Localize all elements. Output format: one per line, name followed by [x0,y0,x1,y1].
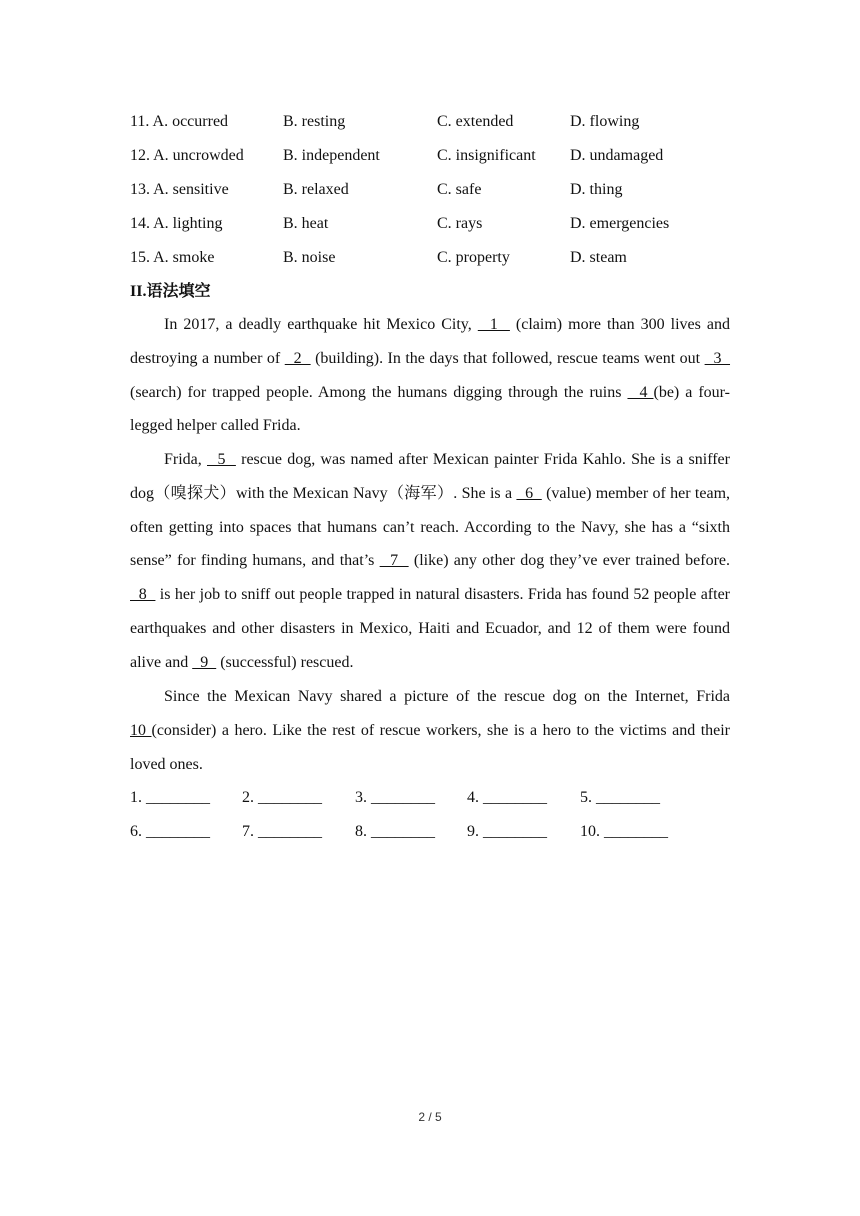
blank-9: 9 [192,653,217,671]
passage-text: (value) member of her team, often getting into spaces that humans can’t reach. According to the Navy, she has a “sixth sense” for finding humans, and that’s [130,484,731,570]
option-a: 15. A. smoke [130,249,215,266]
passage-text: rescue dog, was named after Mexican painter Frida Kahlo. She is a sniffer dog（嗅探犬）with the Mexican Navy（海军）. She is a [130,451,730,502]
option-c: C. safe [437,181,482,198]
blank-5: 5 [207,451,236,468]
blank-7: 7 [379,552,409,570]
page-number: 2 / 5 [418,1110,442,1124]
blank-3: 3 [704,349,731,367]
option-a: 12. A. uncrowded [130,147,244,164]
option-b: B. heat [283,215,329,232]
option-d: D. flowing [570,113,640,130]
passage-text: (claim) more than 300 lives and destroying a number of [130,316,731,367]
option-d: D. undamaged [570,147,664,164]
answer-blank: 4. ________ [467,789,547,806]
option-c: C. insignificant [437,147,536,164]
answer-blank: 3. ________ [355,789,435,806]
blank-10: 10 [130,721,152,739]
answer-blank: 10. ________ [580,823,668,840]
blank-4: 4 [627,383,654,401]
answer-blank: 6. ________ [130,823,210,840]
passage-text: (consider) a hero. Like the rest of rescue workers, she is a hero to the victims and their loved ones. [130,721,731,773]
option-b: B. resting [283,113,346,130]
passage-text: In 2017, a deadly earthquake hit Mexico City, [164,316,478,333]
passage-text: Frida, [164,451,207,468]
passage-text: (be) a four-legged helper called Frida. [130,383,731,435]
passage-text: is her job to sniff out people trapped in natural disasters. Frida has found 52 people after earthquakes and other disasters in Mexico, Haiti and Ecuador, and 12 of them were found alive and [130,586,730,671]
option-b: B. noise [283,249,336,266]
option-b: B. relaxed [283,181,349,198]
passage-paragraph-3 [130,680,730,781]
passage-text: Since the Mexican Navy shared a picture of the rescue dog on the Internet, Frida [164,688,730,705]
answer-blank: 9. ________ [467,823,547,840]
answer-blank: 1. ________ [130,789,210,806]
blank-6: 6 [516,484,542,502]
answer-blank: 8. ________ [355,823,435,840]
answer-blank: 7. ________ [242,823,322,840]
answer-blank: 5. ________ [580,789,660,806]
answer-blank: 2. ________ [242,789,322,806]
option-d: D. emergencies [570,215,670,232]
blank-8: 8 [130,586,156,604]
option-a: 13. A. sensitive [130,181,229,198]
blank-1: 1 [477,316,510,333]
passage-text: (building). In the days that followed, rescue teams went out [310,349,705,367]
option-a: 14. A. lighting [130,215,223,232]
blank-2: 2 [284,349,311,367]
passage-text: (search) for trapped people. Among the humans digging through the ruins [130,383,628,401]
option-c: C. property [437,249,510,266]
passage-text: (like) any other dog they’ve ever trained before. [408,552,730,570]
passage-text: (successful) rescued. [216,653,354,671]
option-b: B. independent [283,147,380,164]
option-c: C. extended [437,113,514,130]
passage-paragraph-1 [130,308,730,443]
option-d: D. thing [570,181,623,198]
option-d: D. steam [570,249,627,266]
section-title: II.语法填空 [130,283,211,300]
passage-paragraph-2 [130,443,730,680]
option-c: C. rays [437,215,483,232]
option-a: 11. A. occurred [130,113,229,130]
